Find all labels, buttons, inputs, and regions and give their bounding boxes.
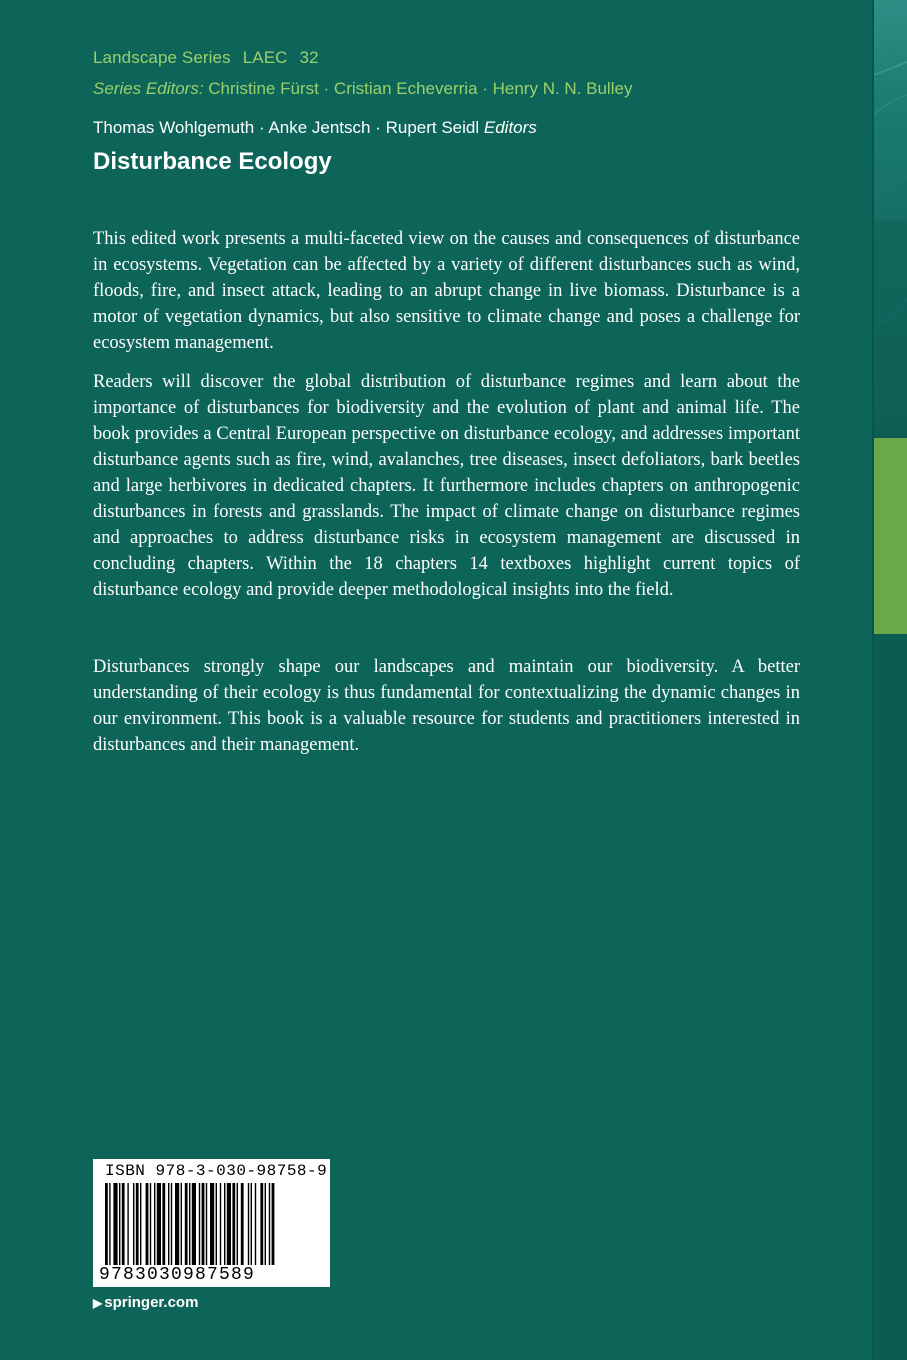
series-line bbox=[93, 48, 331, 68]
strip-edge-line bbox=[872, 0, 874, 1360]
arrow-right-icon: ▶ bbox=[93, 1296, 103, 1310]
strip-curve-decoration bbox=[873, 0, 907, 440]
book-editors-label: Editors bbox=[483, 118, 537, 137]
publisher-url: springer.com bbox=[104, 1294, 199, 1311]
book-title: Disturbance Ecology bbox=[93, 148, 332, 175]
isbn-barcode bbox=[93, 1159, 330, 1287]
series-editors-label: Series Editors: bbox=[93, 79, 204, 98]
barcode-bars bbox=[105, 1183, 318, 1265]
isbn-label: ISBN 978-3-030-98758-9 bbox=[105, 1162, 328, 1180]
strip-band-bottom bbox=[873, 634, 907, 1360]
book-editors bbox=[93, 118, 537, 138]
series-name: Landscape Series bbox=[93, 48, 231, 67]
series-editors-names: Christine Fürst · Cristian Echeverria · Henry N. N. Bulley bbox=[208, 79, 633, 98]
strip-band-green bbox=[873, 438, 907, 634]
description-paragraph-2: Readers will discover the global distribution of disturbance regimes and learn about the importance of disturbances for biodiversity and the evolution of plant and animal life. The book provides a Central European perspective on disturbance ecology, and addresses important disturbance agents such as fire, wind, avalanches, tree diseases, insect defoliators, bark beetles and large herbivores in dedicated chapters. It furthermore includes chapters on anthropogenic disturbances in forests and grasslands. The impact of climate change on disturbance regimes and approaches to address disturbance risks in ecosystem management are discussed in concluding chapters. Within the 18 chapters 14 textboxes highlight current topics of disturbance ecology and provide deeper methodological insights into the field. bbox=[93, 372, 800, 600]
publisher-link[interactable] bbox=[93, 1294, 198, 1311]
book-editors-names: Thomas Wohlgemuth · Anke Jentsch · Rupert Seidl bbox=[93, 118, 480, 137]
series-header bbox=[93, 48, 331, 68]
isbn-digits: 9783030987589 bbox=[99, 1265, 256, 1285]
series-editors bbox=[93, 79, 632, 99]
series-code: LAEC bbox=[242, 48, 288, 67]
description-paragraph-1: This edited work presents a multi-faceted view on the causes and consequences of disturbance in ecosystems. Vegetation can be affected by a variety of different disturbances such as wind, floods, fire, and insect attack, leading to an abrupt change in live biomass. Disturbance is a motor of vegetation dynamics, but also sensitive to climate change and poses a challenge for ecosystem management. bbox=[93, 229, 800, 353]
description-paragraph-3: Disturbances strongly shape our landscapes and maintain our biodiversity. A better understanding of their ecology is thus fundamental for contextualizing the dynamic changes in our environment. This book is a valuable resource for students and practitioners interested in disturbances and their management. bbox=[93, 657, 800, 755]
series-volume: 32 bbox=[299, 48, 319, 67]
